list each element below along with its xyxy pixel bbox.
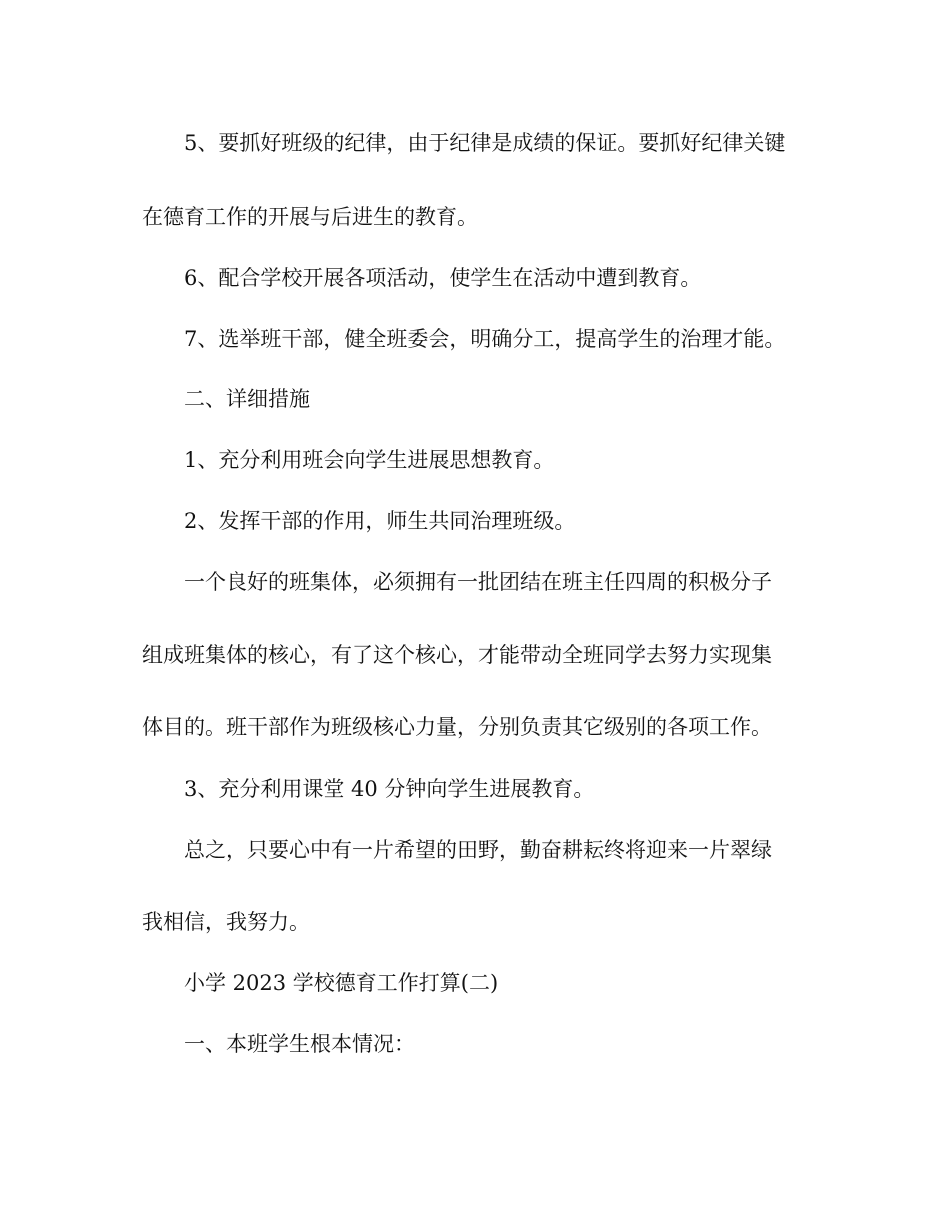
paragraph-line: 一个良好的班集体，必须拥有一批团结在班主任四周的积极分子 [184,570,772,594]
paragraph-line: 体目的。班干部作为班级核心力量，分别负责其它级别的各项工作。 [142,715,772,739]
paragraph-line: 在德育工作的开展与后进生的教育。 [142,205,478,229]
paragraph-line: 1、充分利用班会向学生进展思想教育。 [184,448,555,472]
paragraph-line: 2、发挥干部的作用，师生共同治理班级。 [184,509,576,533]
section-heading: 一、本班学生根本情况： [184,1032,415,1056]
paragraph-line: 5、要抓好班级的纪律，由于纪律是成绩的保证。要抓好纪律关键 [184,131,786,155]
paragraph-line: 6、配合学校开展各项活动，使学生在活动中遭到教育。 [184,266,702,290]
paragraph-line: 3、充分利用课堂 40 分钟向学生进展教育。 [184,777,595,801]
paragraph-line: 组成班集体的核心，有了这个核心，才能带动全班同学去努力实现集 [142,643,772,667]
paragraph-line: 7、选举班干部，健全班委会，明确分工，提高学生的治理才能。 [184,327,786,351]
document-subtitle: 小学 2023 学校德育工作打算(二) [184,971,499,995]
paragraph-line: 我相信，我努力。 [142,910,310,934]
paragraph-line: 总之，只要心中有一片希望的田野，勤奋耕耘终将迎来一片翠绿 [184,838,772,862]
section-heading: 二、详细措施 [184,387,310,411]
